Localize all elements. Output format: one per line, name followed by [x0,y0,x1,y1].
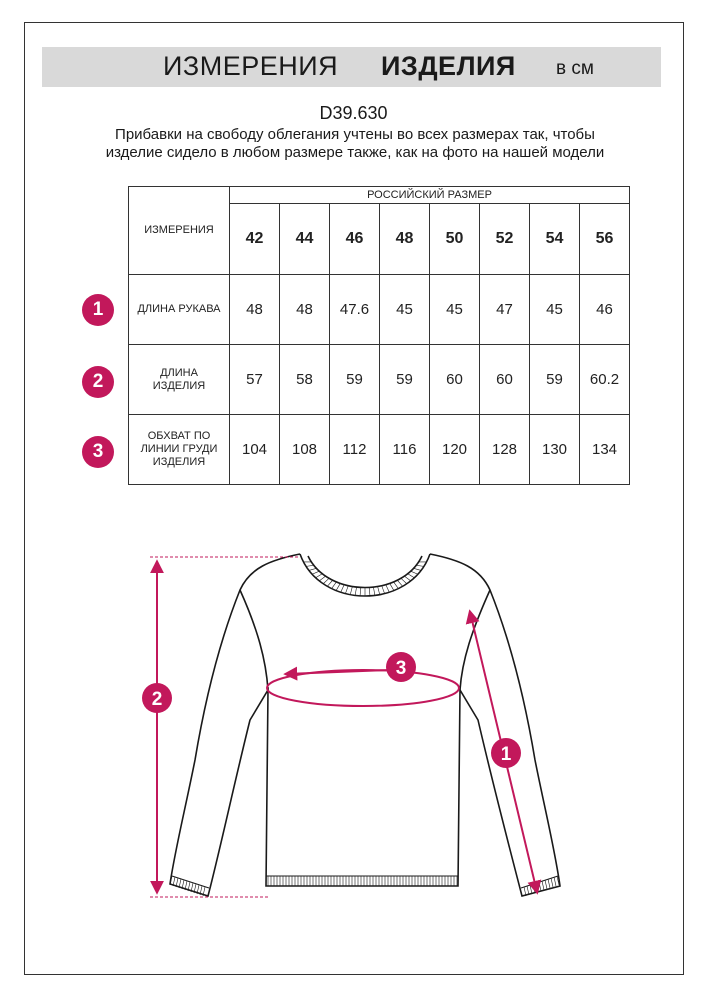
table-cell: 130 [530,415,580,485]
sweater-outline [170,554,560,896]
table-cell: 58 [280,345,330,415]
table-cell: 116 [380,415,430,485]
row-badge-2: 2 [82,366,114,398]
table-cell: 128 [480,415,530,485]
table-cell: 60.2 [580,345,630,415]
table-cell: 45 [380,275,430,345]
table-cell: 108 [280,415,330,485]
table-cell: 59 [330,345,380,415]
size-header: 54 [530,204,580,275]
size-header: 48 [380,204,430,275]
size-header: 50 [430,204,480,275]
marker-1 [491,738,521,768]
size-header: 46 [330,204,380,275]
table-cell: 60 [480,345,530,415]
row-label: ДЛИНА РУКАВА [129,275,230,345]
marker-2 [142,683,172,713]
row-badge-1: 1 [82,294,114,326]
row-badge-3: 3 [82,436,114,468]
size-header: 44 [280,204,330,275]
table-cell: 48 [230,275,280,345]
table-cell: 134 [580,415,630,485]
chest-ellipse [267,670,459,706]
article-number: D39.630 [319,103,388,123]
row-label: ДЛИНА ИЗДЕЛИЯ [129,345,230,415]
table-cell: 47 [480,275,530,345]
size-header: 42 [230,204,280,275]
size-group-header: РОССИЙСКИЙ РАЗМЕР [230,187,630,204]
title-main: ИЗМЕРЕНИЯ [163,51,339,81]
title-bold: ИЗДЕЛИЯ [381,51,516,81]
svg-text:3: 3 [395,658,407,679]
table-cell: 45 [430,275,480,345]
title-unit: в см [556,58,594,79]
measure-header: ИЗМЕРЕНИЯ [129,187,230,275]
table-cell: 57 [230,345,280,415]
ribbing-lines [170,562,559,896]
svg-text:1: 1 [500,744,512,765]
table-cell: 47.6 [330,275,380,345]
row-label: ОБХВАТ ПО ЛИНИИ ГРУДИ ИЗДЕЛИЯ [129,415,230,485]
table-cell: 120 [430,415,480,485]
fit-note: Прибавки на свободу облегания учтены во всех размерах так, чтобы изделие сидело в любом размере также, как на фото на нашей модели [105,126,605,161]
table-cell: 112 [330,415,380,485]
table-cell: 46 [580,275,630,345]
table-cell: 48 [280,275,330,345]
table-cell: 45 [530,275,580,345]
size-header: 56 [580,204,630,275]
table-cell: 60 [430,345,480,415]
table-cell: 59 [530,345,580,415]
marker-3 [386,652,416,682]
table-cell: 104 [230,415,280,485]
svg-text:2: 2 [151,689,163,710]
size-header: 52 [480,204,530,275]
table-cell: 59 [380,345,430,415]
